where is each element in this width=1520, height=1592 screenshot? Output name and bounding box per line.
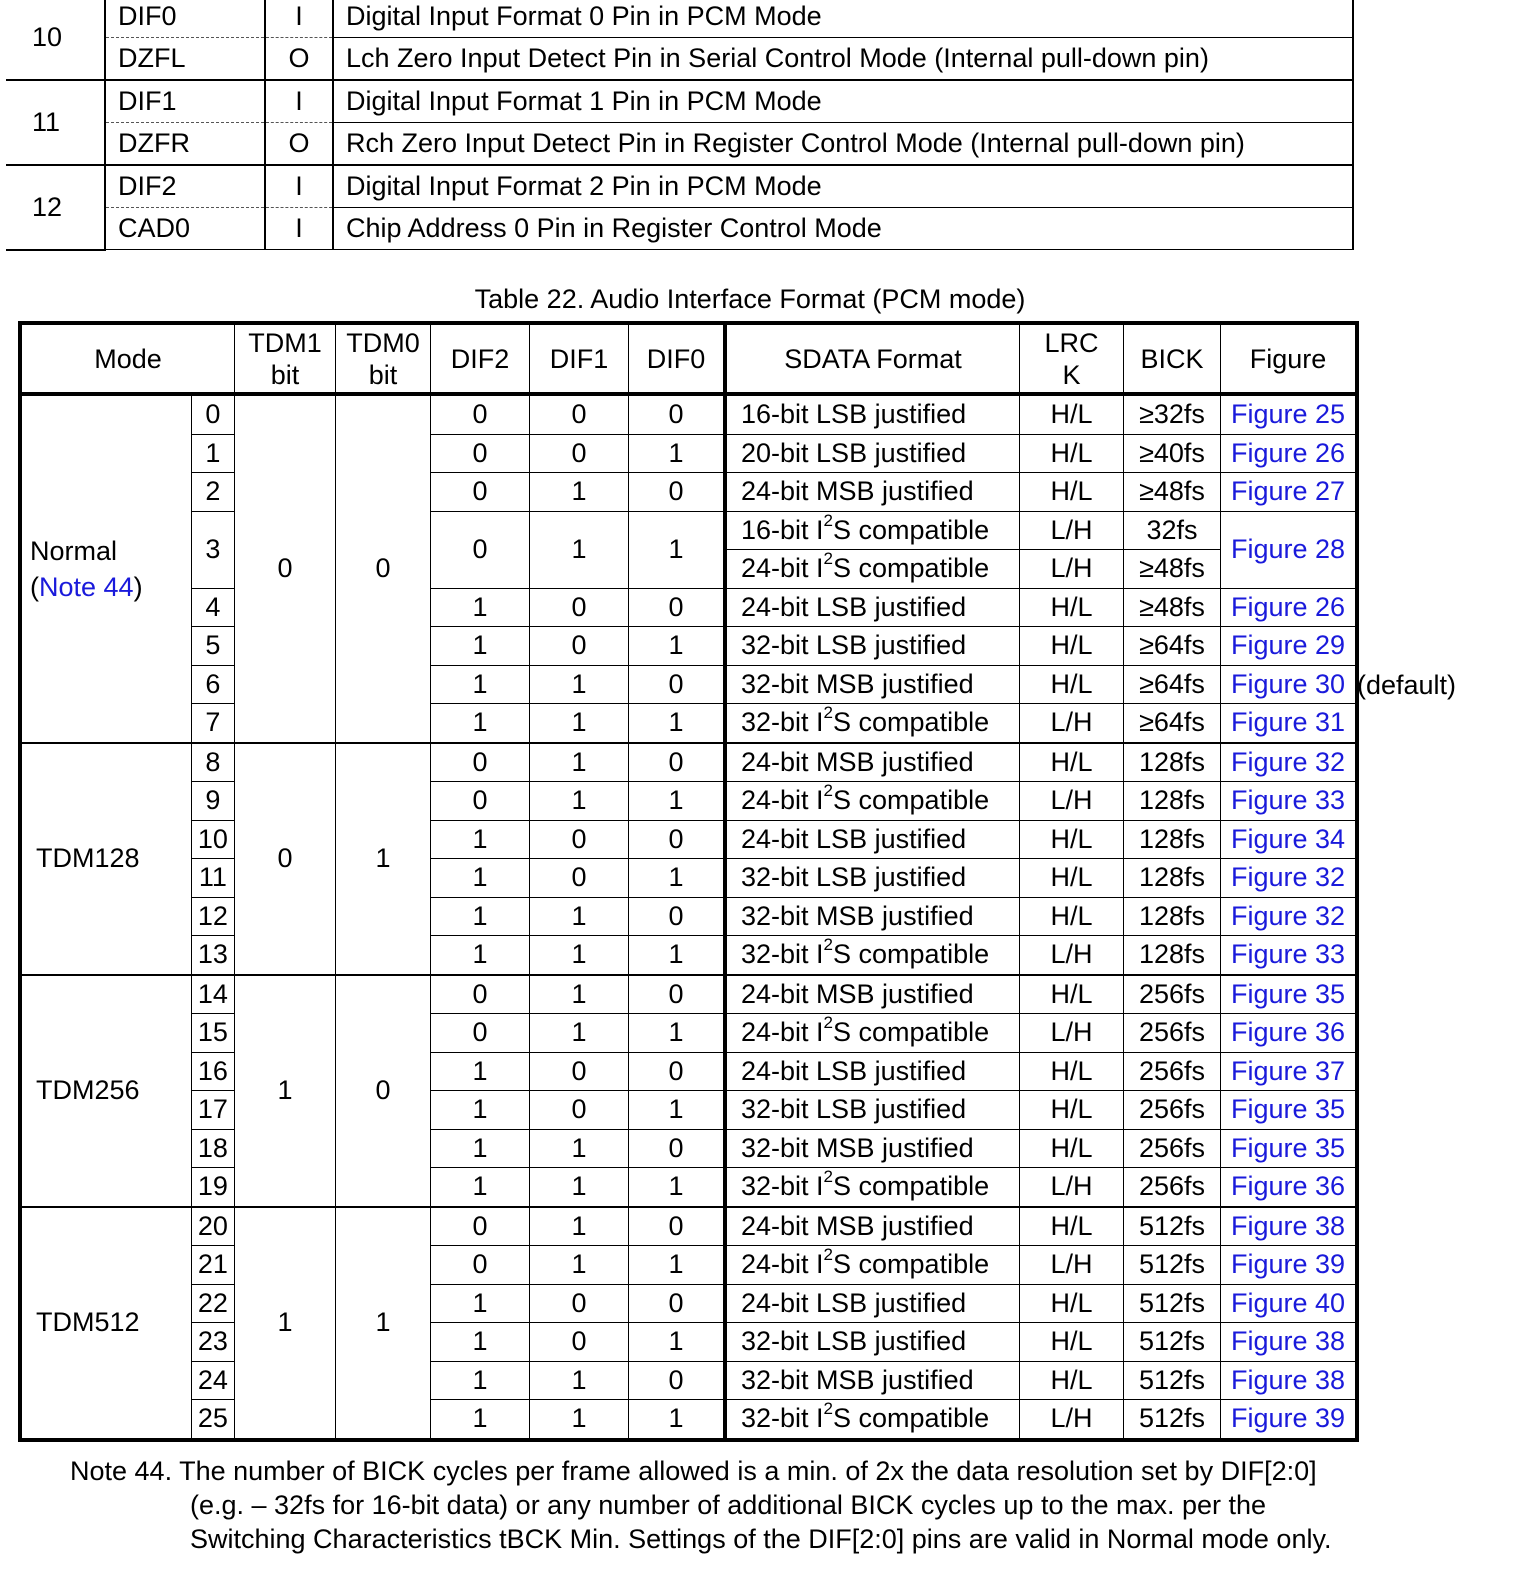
dif1-value: 0: [530, 588, 629, 627]
mode-number: 18: [191, 1129, 234, 1168]
bick-value: 512fs: [1124, 1284, 1221, 1323]
dif1-value: 1: [530, 473, 629, 512]
sdata-format: 32-bit LSB justified: [725, 1091, 1020, 1130]
mode-number: 5: [191, 627, 234, 666]
pin-desc: Chip Address 0 Pin in Register Control Mode: [333, 208, 1353, 250]
dif1-value: 1: [530, 1207, 629, 1246]
dif0-value: 0: [629, 1207, 726, 1246]
lrck-value: H/L: [1020, 975, 1124, 1014]
mode-number: 2: [191, 473, 234, 512]
figure-link[interactable]: Figure 36: [1221, 1014, 1358, 1053]
bick-value: 512fs: [1124, 1361, 1221, 1400]
mode-number: 7: [191, 704, 234, 743]
figure-link[interactable]: Figure 40: [1221, 1284, 1358, 1323]
figure-link[interactable]: Figure 32: [1221, 859, 1358, 898]
dif1-value: 1: [530, 1400, 629, 1440]
dif1-value: 1: [530, 1129, 629, 1168]
bick-value: ≥64fs: [1124, 704, 1221, 743]
dif2-value: 1: [431, 704, 530, 743]
mode-number: 17: [191, 1091, 234, 1130]
dif2-value: 1: [431, 665, 530, 704]
lrck-value: L/H: [1020, 936, 1124, 975]
dif0-value: 0: [629, 1284, 726, 1323]
default-label: (default): [1357, 670, 1457, 700]
header-tdm1: TDM1 bit: [235, 323, 336, 394]
header-sdata: SDATA Format: [725, 323, 1020, 394]
table-row: [20, 936, 1357, 975]
header-tdm0: TDM0 bit: [336, 323, 431, 394]
dif0-value: 1: [629, 511, 726, 588]
mode-number: 3: [191, 511, 234, 588]
figure-link[interactable]: Figure 26: [1221, 434, 1358, 473]
dif0-value: 1: [629, 859, 726, 898]
table-row: [20, 704, 1357, 743]
audio-format-table: [18, 321, 1359, 1442]
bick-value: 512fs: [1124, 1400, 1221, 1440]
table-row: [20, 975, 1357, 1014]
mode-number: 21: [191, 1246, 234, 1285]
dif1-value: 1: [530, 782, 629, 821]
pin-number: 10: [6, 0, 105, 80]
figure-link[interactable]: Figure 30: [1221, 665, 1358, 704]
dif2-value: 0: [431, 511, 530, 588]
bick-value: 128fs: [1124, 859, 1221, 898]
sdata-format: 24-bit MSB justified: [725, 975, 1020, 1014]
note-line-3: Switching Characteristics tBCK Min. Settings of the DIF[2:0] pins are valid in Normal mode only.: [190, 1524, 1332, 1554]
dif1-value: 0: [530, 1284, 629, 1323]
figure-link[interactable]: Figure 25: [1221, 394, 1358, 434]
mode-number: 1: [191, 434, 234, 473]
tdm0-value: 1: [336, 1207, 431, 1440]
bick-value: ≥48fs: [1124, 588, 1221, 627]
tdm1-value: 0: [235, 743, 336, 975]
table-row: [20, 1284, 1357, 1323]
mode-group: TDM256: [20, 975, 191, 1207]
dif1-value: 1: [530, 665, 629, 704]
mode-number: 16: [191, 1052, 234, 1091]
bick-value: ≥32fs: [1124, 394, 1221, 434]
lrck-value: H/L: [1020, 820, 1124, 859]
lrck-value: H/L: [1020, 1284, 1124, 1323]
tdm1-value: 1: [235, 975, 336, 1207]
lrck-value: H/L: [1020, 743, 1124, 782]
bick-value: 128fs: [1124, 897, 1221, 936]
bick-value: 128fs: [1124, 820, 1221, 859]
table-row: [20, 1091, 1357, 1130]
dif2-value: 1: [431, 1323, 530, 1362]
table-row: [20, 1246, 1357, 1285]
dif1-value: 1: [530, 897, 629, 936]
sdata-format: 32-bit LSB justified: [725, 1323, 1020, 1362]
dif1-value: 1: [530, 704, 629, 743]
table-caption: Table 22. Audio Interface Format (PCM mode): [474, 284, 1026, 314]
dif2-value: 1: [431, 1361, 530, 1400]
pin-desc: Digital Input Format 0 Pin in PCM Mode: [333, 0, 1353, 38]
note-44: [70, 1454, 1331, 1556]
pin-table: [6, 0, 1354, 251]
mode-number: 20: [191, 1207, 234, 1246]
bick-value: 256fs: [1124, 1014, 1221, 1053]
header-mode: Mode: [20, 323, 235, 394]
mode-number: 11: [191, 859, 234, 898]
lrck-value: H/L: [1020, 434, 1124, 473]
dif0-value: 0: [629, 394, 726, 434]
dif1-value: 1: [530, 1014, 629, 1053]
pin-desc: Digital Input Format 2 Pin in PCM Mode: [333, 165, 1353, 208]
sdata-format: 32-bit $I^2S$ compatible: [725, 1168, 1020, 1207]
figure-link[interactable]: Figure 33: [1221, 782, 1358, 821]
bick-value: ≥48fs: [1124, 473, 1221, 512]
bick-value: 256fs: [1124, 1091, 1221, 1130]
figure-link[interactable]: Figure 37: [1221, 1052, 1358, 1091]
header-figure: Figure: [1221, 323, 1358, 394]
dif1-value: 1: [530, 1361, 629, 1400]
bick-value: ≥40fs: [1124, 434, 1221, 473]
sdata-format: 32-bit $I^2S$ compatible: [725, 704, 1020, 743]
figure-link[interactable]: Figure 35: [1221, 1091, 1358, 1130]
bick-value: 128fs: [1124, 743, 1221, 782]
header-bick: BICK: [1124, 323, 1221, 394]
bick-value: 512fs: [1124, 1246, 1221, 1285]
lrck-value: L/H: [1020, 1168, 1124, 1207]
table-row: [20, 1361, 1357, 1400]
dif0-value: 0: [629, 1129, 726, 1168]
sdata-format: 24-bit LSB justified: [725, 1052, 1020, 1091]
table-row: [20, 820, 1357, 859]
lrck-value: H/L: [1020, 588, 1124, 627]
lrck-value: L/H: [1020, 550, 1124, 589]
figure-link[interactable]: Figure 38: [1221, 1207, 1358, 1246]
dif2-value: 1: [431, 1284, 530, 1323]
dif0-value: 0: [629, 1361, 726, 1400]
lrck-value: H/L: [1020, 1129, 1124, 1168]
pin-name: DIF2: [105, 165, 265, 208]
figure-link[interactable]: Figure 38: [1221, 1361, 1358, 1400]
bick-value: 32fs: [1124, 511, 1221, 550]
sdata-format: 24-bit LSB justified: [725, 820, 1020, 859]
pin-row: [6, 80, 1353, 123]
pin-desc: Lch Zero Input Detect Pin in Serial Control Mode (Internal pull-down pin): [333, 38, 1353, 81]
dif0-value: 0: [629, 743, 726, 782]
bick-value: 256fs: [1124, 1168, 1221, 1207]
dif1-value: 0: [530, 1323, 629, 1362]
dif0-value: 0: [629, 975, 726, 1014]
mode-number: 0: [191, 394, 234, 434]
note-line-1: Note 44. The number of BICK cycles per frame allowed is a min. of 2x the data resolution set by DIF[2:0]: [70, 1456, 1317, 1486]
lrck-value: L/H: [1020, 1246, 1124, 1285]
dif2-value: 1: [431, 1400, 530, 1440]
sdata-format: 32-bit $I^2S$ compatible: [725, 936, 1020, 975]
table-row: [20, 1168, 1357, 1207]
note-line-2: (e.g. – 32fs for 16-bit data) or any number of additional BICK cycles up to the max. per the: [190, 1490, 1267, 1520]
sdata-format: 32-bit $I^2S$ compatible: [725, 1400, 1020, 1440]
mode-number: 15: [191, 1014, 234, 1053]
dif0-value: 1: [629, 434, 726, 473]
sdata-format: 24-bit MSB justified: [725, 743, 1020, 782]
pin-name: DZFL: [105, 38, 265, 81]
pin-io: I: [265, 208, 333, 250]
sdata-format: 32-bit LSB justified: [725, 859, 1020, 898]
tdm1-value: 0: [235, 394, 336, 743]
sdata-format: 16-bit $I^2S$ compatible: [725, 511, 1020, 550]
mode-number: 4: [191, 588, 234, 627]
figure-link[interactable]: Figure 32: [1221, 897, 1358, 936]
dif1-value: 1: [530, 936, 629, 975]
lrck-value: H/L: [1020, 627, 1124, 666]
lrck-value: H/L: [1020, 1091, 1124, 1130]
mode-group: TDM512: [20, 1207, 191, 1440]
tdm0-value: 0: [336, 394, 431, 743]
sdata-format: 24-bit $I^2S$ compatible: [725, 550, 1020, 589]
tdm1-value: 1: [235, 1207, 336, 1440]
mode-number: 14: [191, 975, 234, 1014]
dif2-value: 0: [431, 782, 530, 821]
dif2-value: 0: [431, 394, 530, 434]
dif2-value: 0: [431, 434, 530, 473]
bick-value: ≥48fs: [1124, 550, 1221, 589]
figure-link[interactable]: Figure 28: [1221, 511, 1358, 588]
header-dif0: DIF0: [629, 323, 726, 394]
figure-link[interactable]: Figure 36: [1221, 1168, 1358, 1207]
dif1-value: 0: [530, 1052, 629, 1091]
pin-row: [6, 0, 1353, 38]
table-row: [20, 782, 1357, 821]
dif2-value: 1: [431, 627, 530, 666]
table-row: [20, 511, 1357, 550]
table-row: [20, 588, 1357, 627]
table-row: [20, 1052, 1357, 1091]
figure-link[interactable]: Figure 35: [1221, 1129, 1358, 1168]
sdata-format: 32-bit LSB justified: [725, 627, 1020, 666]
dif0-value: 1: [629, 627, 726, 666]
tdm0-value: 0: [336, 975, 431, 1207]
dif1-value: 1: [530, 1168, 629, 1207]
figure-link[interactable]: Figure 31: [1221, 704, 1358, 743]
sdata-format: 24-bit MSB justified: [725, 473, 1020, 512]
dif2-value: 0: [431, 743, 530, 782]
dif2-value: 1: [431, 588, 530, 627]
dif0-value: 0: [629, 820, 726, 859]
bick-value: ≥64fs: [1124, 665, 1221, 704]
pin-number: 11: [6, 80, 105, 165]
lrck-value: L/H: [1020, 704, 1124, 743]
dif2-value: 1: [431, 1129, 530, 1168]
dif1-value: 0: [530, 434, 629, 473]
pin-io: I: [265, 0, 333, 38]
mode-number: 19: [191, 1168, 234, 1207]
pin-row: [6, 165, 1353, 208]
pin-row: [6, 38, 1353, 81]
lrck-value: L/H: [1020, 1014, 1124, 1053]
bick-value: 512fs: [1124, 1207, 1221, 1246]
dif0-value: 1: [629, 1400, 726, 1440]
pin-name: DIF0: [105, 0, 265, 38]
lrck-value: H/L: [1020, 1207, 1124, 1246]
dif1-value: 1: [530, 1246, 629, 1285]
sdata-format: 24-bit $I^2S$ compatible: [725, 1246, 1020, 1285]
sdata-format: 24-bit LSB justified: [725, 1284, 1020, 1323]
sdata-format: 20-bit LSB justified: [725, 434, 1020, 473]
table-row: [20, 1323, 1357, 1362]
bick-value: 128fs: [1124, 782, 1221, 821]
dif2-value: 1: [431, 1091, 530, 1130]
mode-number: 6: [191, 665, 234, 704]
table-row: [20, 665, 1357, 704]
pin-io: O: [265, 38, 333, 81]
table-row: [20, 859, 1357, 898]
table-row: [20, 473, 1357, 512]
header-dif2: DIF2: [431, 323, 530, 394]
dif1-value: 0: [530, 394, 629, 434]
figure-link[interactable]: Figure 27: [1221, 473, 1358, 512]
pin-io: I: [265, 80, 333, 123]
table-row: [20, 1207, 1357, 1246]
dif2-value: 1: [431, 859, 530, 898]
sdata-format: 32-bit MSB justified: [725, 1129, 1020, 1168]
mode-number: 8: [191, 743, 234, 782]
note-link[interactable]: Note 44: [39, 571, 134, 602]
table-row: [20, 1014, 1357, 1053]
dif1-value: 1: [530, 511, 629, 588]
sdata-format: 16-bit LSB justified: [725, 394, 1020, 434]
dif0-value: 1: [629, 1168, 726, 1207]
figure-link[interactable]: Figure 26: [1221, 588, 1358, 627]
lrck-value: H/L: [1020, 1323, 1124, 1362]
table-row: [20, 1400, 1357, 1440]
figure-link[interactable]: Figure 29: [1221, 627, 1358, 666]
dif2-value: 0: [431, 1207, 530, 1246]
dif0-value: 1: [629, 704, 726, 743]
dif0-value: 0: [629, 588, 726, 627]
lrck-value: L/H: [1020, 1400, 1124, 1440]
dif0-value: 0: [629, 665, 726, 704]
header-row: [20, 323, 1357, 394]
pin-number: 12: [6, 165, 105, 250]
pin-row: [6, 123, 1353, 166]
figure-link[interactable]: Figure 39: [1221, 1246, 1358, 1285]
mode-number: 9: [191, 782, 234, 821]
mode-group: Normal (Note 44): [20, 394, 191, 743]
dif2-value: 1: [431, 1168, 530, 1207]
dif1-value: 0: [530, 820, 629, 859]
dif2-value: 0: [431, 975, 530, 1014]
lrck-value: H/L: [1020, 1052, 1124, 1091]
mode-number: 22: [191, 1284, 234, 1323]
dif1-value: 0: [530, 1091, 629, 1130]
dif0-value: 0: [629, 473, 726, 512]
dif2-value: 0: [431, 1246, 530, 1285]
sdata-format: 24-bit $I^2S$ compatible: [725, 1014, 1020, 1053]
pin-name: DIF1: [105, 80, 265, 123]
table-row: [20, 743, 1357, 782]
lrck-value: H/L: [1020, 394, 1124, 434]
figure-link[interactable]: Figure 34: [1221, 820, 1358, 859]
pin-desc: Digital Input Format 1 Pin in PCM Mode: [333, 80, 1353, 123]
figure-link[interactable]: Figure 38: [1221, 1323, 1358, 1362]
dif0-value: 1: [629, 1014, 726, 1053]
pin-io: O: [265, 123, 333, 166]
dif1-value: 0: [530, 627, 629, 666]
mode-number: 10: [191, 820, 234, 859]
header-lrck: LRC K: [1020, 323, 1124, 394]
lrck-value: H/L: [1020, 665, 1124, 704]
sdata-format: 24-bit MSB justified: [725, 1207, 1020, 1246]
tdm0-value: 1: [336, 743, 431, 975]
figure-link[interactable]: Figure 32: [1221, 743, 1358, 782]
bick-value: 512fs: [1124, 1323, 1221, 1362]
table-row: [20, 394, 1357, 434]
header-dif1: DIF1: [530, 323, 629, 394]
pin-name: DZFR: [105, 123, 265, 166]
bick-value: 256fs: [1124, 1052, 1221, 1091]
lrck-value: H/L: [1020, 859, 1124, 898]
table-row: [20, 627, 1357, 666]
bick-value: 128fs: [1124, 936, 1221, 975]
dif2-value: 1: [431, 897, 530, 936]
figure-link[interactable]: Figure 35: [1221, 975, 1358, 1014]
table-row: [20, 897, 1357, 936]
pin-desc: Rch Zero Input Detect Pin in Register Control Mode (Internal pull-down pin): [333, 123, 1353, 166]
figure-link[interactable]: Figure 39: [1221, 1400, 1358, 1440]
sdata-format: 32-bit MSB justified: [725, 1361, 1020, 1400]
pin-io: I: [265, 165, 333, 208]
sdata-format: 32-bit MSB justified: [725, 665, 1020, 704]
dif2-value: 1: [431, 820, 530, 859]
dif1-value: 0: [530, 859, 629, 898]
lrck-value: H/L: [1020, 473, 1124, 512]
table-row: [20, 434, 1357, 473]
pin-row: [6, 208, 1353, 250]
lrck-value: H/L: [1020, 897, 1124, 936]
dif0-value: 1: [629, 936, 726, 975]
dif1-value: 1: [530, 975, 629, 1014]
dif0-value: 1: [629, 1091, 726, 1130]
mode-number: 12: [191, 897, 234, 936]
mode-number: 24: [191, 1361, 234, 1400]
sdata-format: 24-bit $I^2S$ compatible: [725, 782, 1020, 821]
dif0-value: 1: [629, 1323, 726, 1362]
lrck-value: L/H: [1020, 511, 1124, 550]
dif0-value: 0: [629, 1052, 726, 1091]
mode-number: 13: [191, 936, 234, 975]
bick-value: 256fs: [1124, 975, 1221, 1014]
dif2-value: 1: [431, 936, 530, 975]
dif0-value: 1: [629, 1246, 726, 1285]
dif0-value: 0: [629, 897, 726, 936]
dif2-value: 0: [431, 473, 530, 512]
bick-value: ≥64fs: [1124, 627, 1221, 666]
mode-group: TDM128: [20, 743, 191, 975]
lrck-value: L/H: [1020, 782, 1124, 821]
dif1-value: 1: [530, 743, 629, 782]
sdata-format: 32-bit MSB justified: [725, 897, 1020, 936]
pin-name: CAD0: [105, 208, 265, 250]
sdata-format: 24-bit LSB justified: [725, 588, 1020, 627]
mode-number: 25: [191, 1400, 234, 1440]
figure-link[interactable]: Figure 33: [1221, 936, 1358, 975]
dif0-value: 1: [629, 782, 726, 821]
lrck-value: H/L: [1020, 1361, 1124, 1400]
bick-value: 256fs: [1124, 1129, 1221, 1168]
dif2-value: 0: [431, 1014, 530, 1053]
dif2-value: 1: [431, 1052, 530, 1091]
mode-number: 23: [191, 1323, 234, 1362]
table-row: [20, 1129, 1357, 1168]
